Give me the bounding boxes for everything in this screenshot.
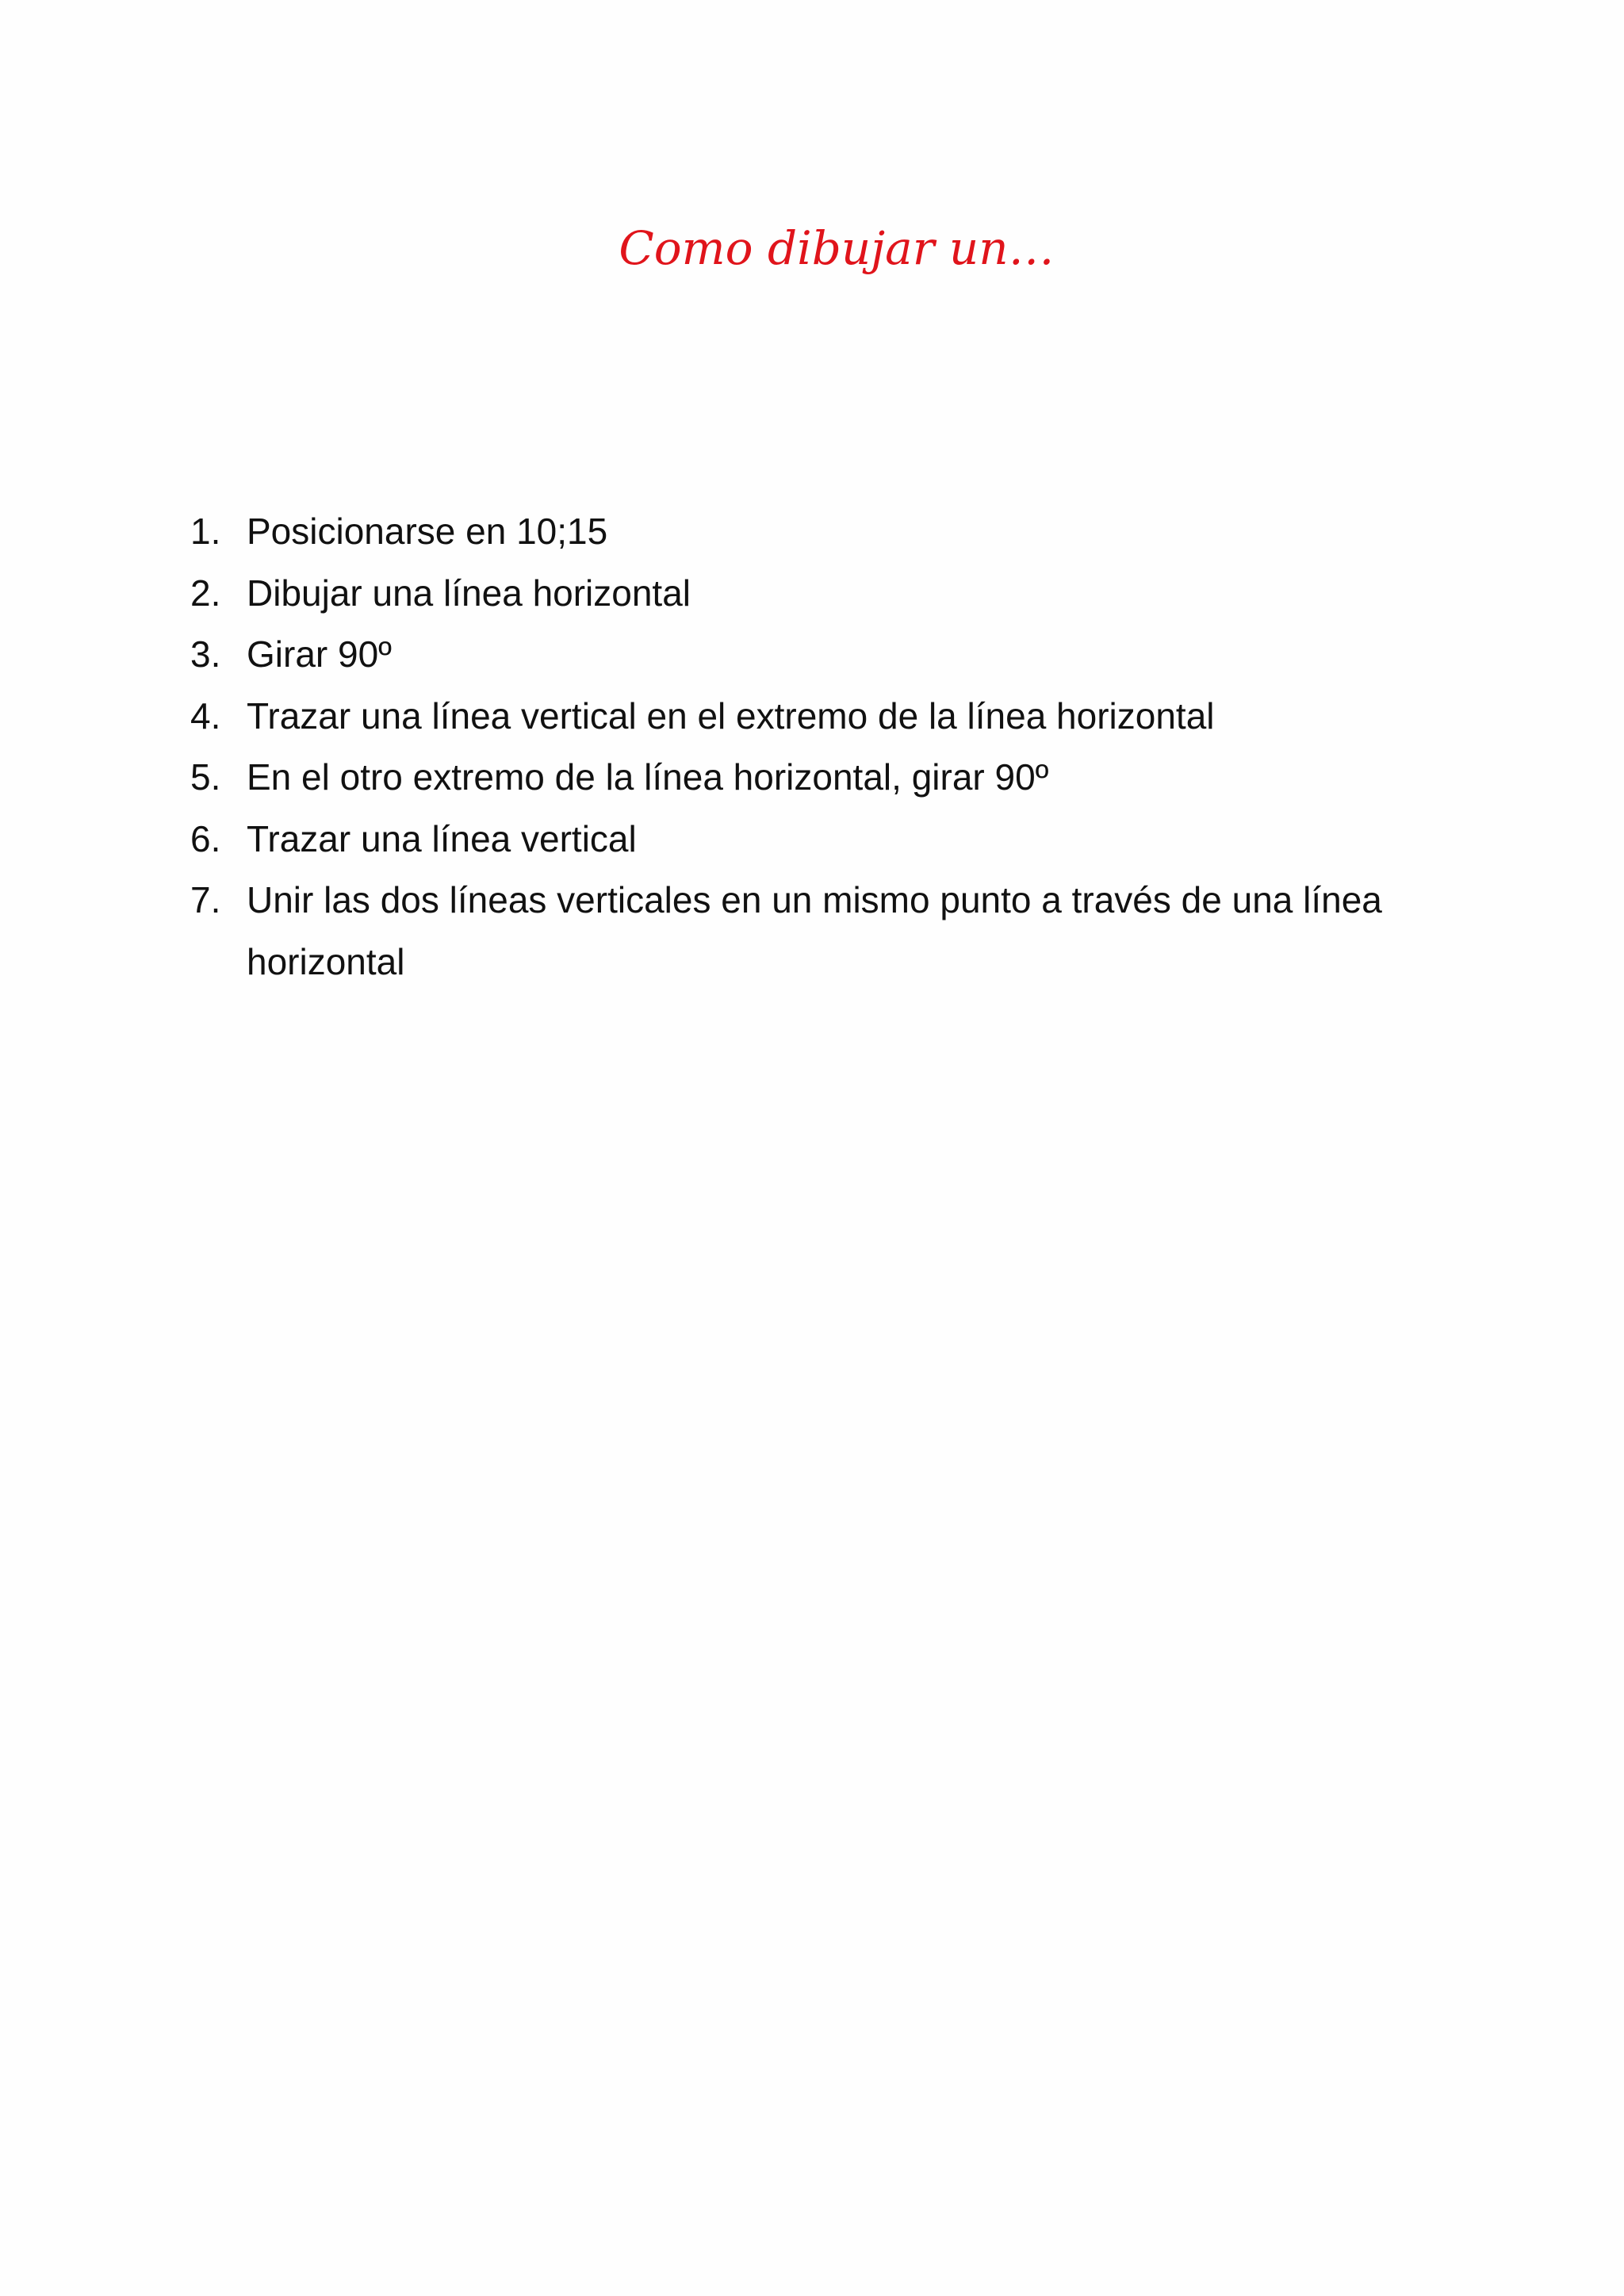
step-number: 1. xyxy=(190,511,221,552)
step-text: Unir las dos líneas verticales en un mismo punto a través de una línea horizontal xyxy=(247,879,1382,982)
step-number: 3. xyxy=(190,633,221,675)
step-number: 2. xyxy=(190,572,221,614)
step-text: Girar 90º xyxy=(247,633,392,675)
steps-list xyxy=(190,501,1491,993)
list-item xyxy=(190,624,1491,686)
step-text: Trazar una línea vertical en el extremo de la línea horizontal xyxy=(247,695,1215,737)
step-number: 7. xyxy=(190,879,221,920)
step-text: En el otro extremo de la línea horizontal, girar 90º xyxy=(247,756,1049,798)
list-item xyxy=(190,563,1491,625)
step-text: Trazar una línea vertical xyxy=(247,817,637,859)
step-text: Posicionarse en 10;15 xyxy=(247,511,608,552)
list-item xyxy=(190,870,1491,993)
list-item xyxy=(190,747,1491,809)
list-item xyxy=(190,809,1491,871)
list-item xyxy=(190,501,1491,563)
step-number: 4. xyxy=(190,695,221,737)
step-number: 5. xyxy=(190,756,221,798)
step-text: Dibujar una línea horizontal xyxy=(247,572,691,614)
list-item xyxy=(190,686,1491,748)
step-number: 6. xyxy=(190,817,221,859)
page-title: Como dibujar un… xyxy=(619,221,1055,275)
